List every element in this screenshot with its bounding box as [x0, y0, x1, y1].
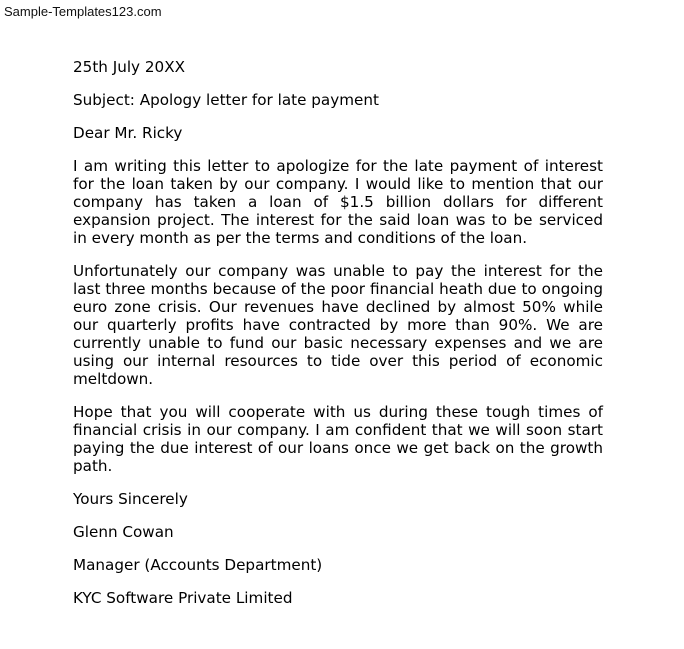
letter-paragraph: Hope that you will cooperate with us during these tough times of financial crisis in our company. I am confident that we will soon start paying the due interest of our loans once we get back on the growth path.	[73, 403, 603, 475]
letter-date: 25th July 20XX	[73, 58, 186, 76]
signer-title: Manager (Accounts Department)	[73, 556, 323, 574]
letter-closing: Yours Sincerely	[73, 490, 188, 508]
letter-salutation: Dear Mr. Ricky	[73, 124, 183, 142]
letter-subject: Subject: Apology letter for late payment	[73, 91, 379, 109]
watermark-text: Sample-Templates123.com	[4, 4, 162, 19]
company-name: KYC Software Private Limited	[73, 589, 293, 607]
letter-paragraph: Unfortunately our company was unable to pay the interest for the last three months because of the poor financial heath due to ongoing euro zone crisis. Our revenues have declined by almost 50% while our quarterly profits have contracted by more than 90%. We are currently unable to fund our basic necessary expenses and we are using our internal resources to tide over this period of economic meltdown.	[73, 262, 603, 388]
letter-paragraph: I am writing this letter to apologize for the late payment of interest for the loan taken by our company. I would like to mention that our company has taken a loan of $1.5 billion dollars for different expansion project. The interest for the said loan was to be serviced in every month as per the terms and conditions of the loan.	[73, 157, 603, 247]
letter-body	[73, 58, 603, 622]
signer-name: Glenn Cowan	[73, 523, 174, 541]
